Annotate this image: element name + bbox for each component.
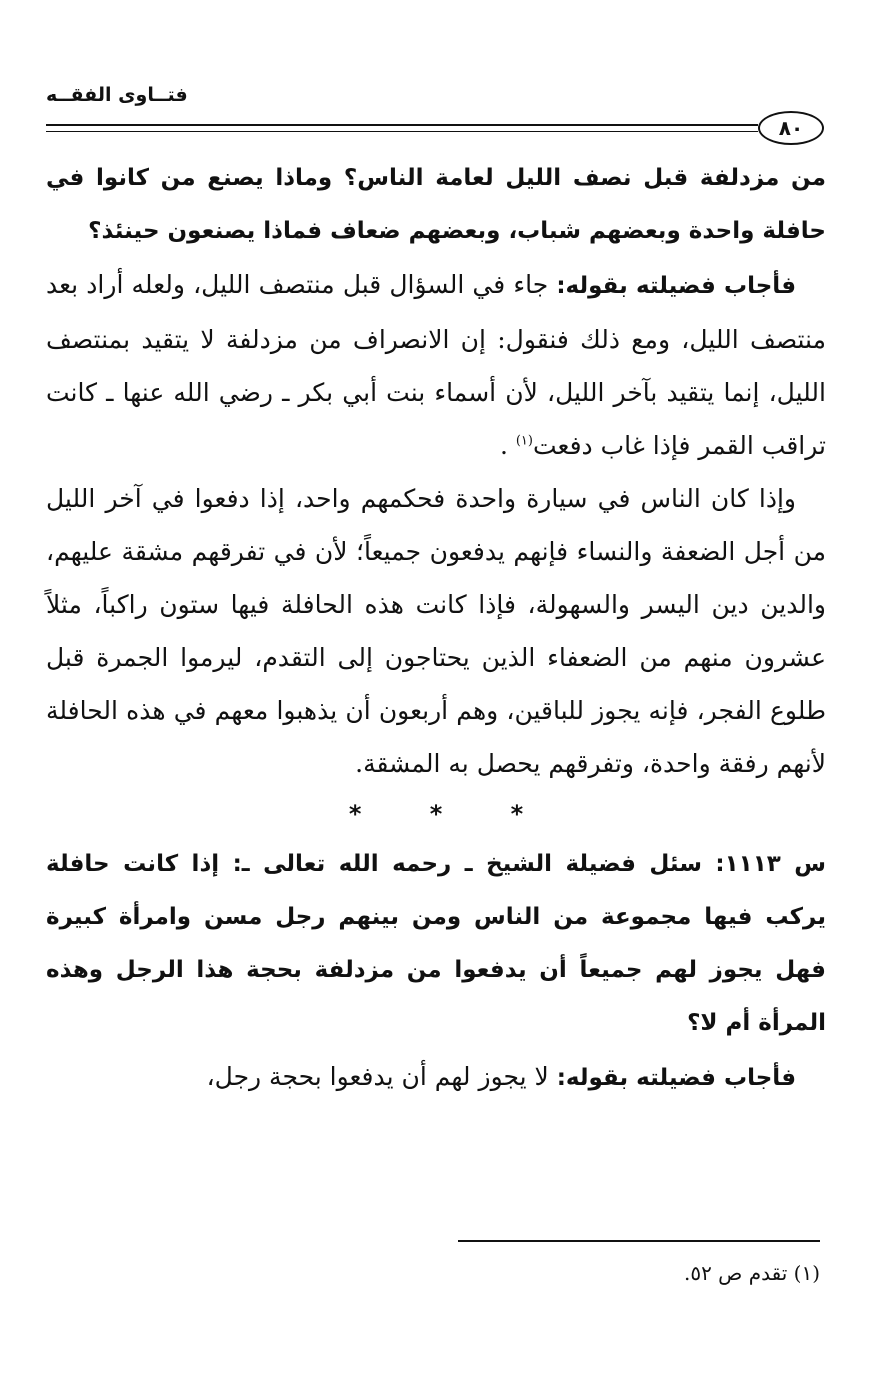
answer-paragraph-3 bbox=[46, 1050, 826, 1105]
answer-paragraph-2 bbox=[46, 472, 826, 790]
answer-text-2: وإذا كان الناس في سيارة واحدة فحكمهم واحد، إذا دفعوا في آخر الليل من أجل الضعفة والنساء فإنهم يدفعون جميعاً؛ لأن في تفرقهم مشقة عليهم، والدين دين اليسر والسهولة، فإذا كانت هذه الحافلة فيها ستون راكباً، مثلاً عشرون منهم من الضعفاء الذين يحتاجون إلى التقدم، ليرموا الجمرة قبل طلوع الفجر، فإنه يجوز للباقين، وهم أربعون أن يذهبوا معهم في هذه الحافلة لأنهم رفقة واحدة، وتفرقهم يحصل به المشقة. bbox=[46, 484, 826, 778]
question-continuation-text: من مزدلفة قبل نصف الليل لعامة الناس؟ وماذا يصنع من كانوا في حافلة واحدة وبعضهم شباب، وبعضهم ضعاف فماذا يصنعون حينئذ؟ bbox=[46, 165, 826, 244]
page-number: ٨٠ bbox=[758, 111, 824, 145]
answer-paragraph-1 bbox=[46, 258, 826, 472]
question-continuation bbox=[46, 152, 826, 258]
answer-lead-2: فأجاب فضيلته بقوله: bbox=[556, 1065, 796, 1091]
answer-lead: فأجاب فضيلته بقوله: bbox=[556, 273, 797, 299]
answer-text-1-end: . bbox=[499, 431, 516, 460]
section-separator: * * * bbox=[348, 800, 554, 828]
footnote-1: (١) تقدم ص ٥٢. bbox=[683, 1261, 820, 1285]
question-1113 bbox=[46, 838, 826, 1050]
footnote-rule bbox=[458, 1240, 820, 1242]
header-rule bbox=[46, 124, 758, 132]
question-text: سئل فضيلة الشيخ ـ رحمه الله تعالى ـ: إذا كانت حافلة يركب فيها مجموعة من الناس ومن بينهم رجل مسن وامرأة كبيرة فهل يجوز لهم جميعاً أن يدفعوا من مزدلفة بحجة هذا الرجل وهذه المرأة أم لا؟ bbox=[46, 851, 826, 1036]
question-number: س ١١١٣: bbox=[715, 851, 826, 877]
answer-text-3: لا يجوز لهم أن يدفعوا بحجة رجل، bbox=[206, 1062, 557, 1091]
footnote-reference: (١) bbox=[515, 433, 533, 449]
answer-text-1: جاء في السؤال قبل منتصف الليل، ولعله أراد بعد منتصف الليل، ومع ذلك فنقول: إن الانصراف من مزدلفة لا يتقيد بمنتصف الليل، إنما يتقيد بآخر الليل، لأن أسماء بنت أبي بكر ـ رضي الله عنها ـ كانت تراقب القمر فإذا غاب دفعت bbox=[46, 270, 826, 460]
page-content bbox=[46, 152, 826, 1105]
running-title: فتــاوى الفقــه bbox=[46, 84, 188, 106]
